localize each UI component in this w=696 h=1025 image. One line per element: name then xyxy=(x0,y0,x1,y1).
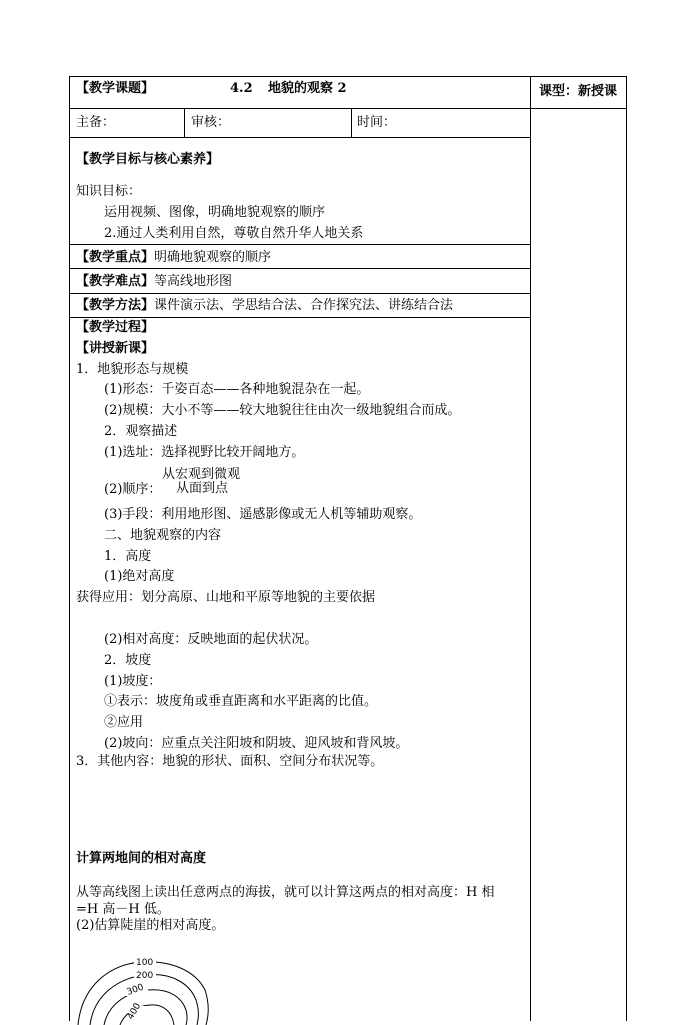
knowledge-label: 知识目标： xyxy=(76,184,142,199)
calc-paragraph-1: 从等高线图上读出任意两点的海拔，就可以计算这两点的相对高度：H 相 xyxy=(76,885,495,900)
process-line: 从宏观到微观 xyxy=(162,467,241,482)
table-divider-meta-1 xyxy=(184,108,185,138)
table-divider-meta-2 xyxy=(351,108,352,138)
table-border-top xyxy=(69,76,627,77)
method-label: 【教学方法】 xyxy=(76,298,155,313)
process-line: 2．观察描述 xyxy=(104,424,178,439)
key-point-label: 【教学重点】 xyxy=(76,250,155,265)
table-rule-row1 xyxy=(69,108,627,109)
table-divider-type-col xyxy=(530,76,531,1021)
difficulty-label: 【教学难点】 xyxy=(76,274,155,289)
goal-item-2: 2.通过人类利用自然，尊敬自然升华人地关系 xyxy=(104,226,364,241)
contour-label-200: 200 xyxy=(136,971,154,981)
method xyxy=(76,298,453,314)
new-lesson-heading: 【讲授新课】 xyxy=(76,341,155,356)
table-rule-keypoint xyxy=(69,268,531,269)
goal-item-1: 运用视频、图像，明确地貌观察的顺序 xyxy=(104,205,326,220)
time-label: 时间： xyxy=(357,115,397,130)
table-rule-method xyxy=(69,317,531,318)
process-line: (1)选址：选择视野比较开阔地方。 xyxy=(104,445,305,460)
contour-label-100: 100 xyxy=(136,958,154,968)
calc-paragraph-2: =H 高－H 低。 xyxy=(76,902,170,917)
contour-label-400: 400 xyxy=(125,1001,144,1022)
process-line: (2)相对高度：反映地面的起伏状况。 xyxy=(104,632,318,647)
key-point-text: 明确地貌观察的顺序 xyxy=(154,250,272,265)
process-line: 获得应用：划分高原、山地和平原等地貌的主要依据 xyxy=(76,590,376,605)
table-rule-row2 xyxy=(69,137,531,138)
process-line: (2)顺序： xyxy=(104,482,162,497)
table-rule-goals xyxy=(69,244,531,245)
process-line: ①表示：坡度角或垂直距离和水平距离的比值。 xyxy=(104,694,378,709)
process-line: 二、地貌观察的内容 xyxy=(104,528,222,543)
method-text: 课件演示法、学思结合法、合作探究法、讲练结合法 xyxy=(154,298,454,313)
calc-paragraph-3: (2)估算陡崖的相对高度。 xyxy=(76,918,225,933)
process-line: (3)手段：利用地形图、遥感影像或无人机等辅助观察。 xyxy=(104,507,422,522)
lesson-number: 4.2 xyxy=(230,81,253,96)
key-point xyxy=(76,250,271,266)
process-line: (1)形态：千姿百态——各种地貌混杂在一起。 xyxy=(104,382,370,397)
process-line: (2)规模：大小不等——较大地貌往往由次一级地貌组合而成。 xyxy=(104,403,461,418)
process-line: 1．高度 xyxy=(104,549,152,564)
lesson-type: 课型：新授课 xyxy=(539,84,618,99)
process-line: (1)坡度： xyxy=(104,674,162,689)
calc-heading: 计算两地间的相对高度 xyxy=(76,851,207,866)
contour-label-300: 300 xyxy=(125,982,146,998)
process-line: (2)坡向：应重点关注阳坡和阴坡、迎风坡和背风坡。 xyxy=(104,736,409,751)
reviewer-label: 审核： xyxy=(191,115,231,130)
process-line: (1)绝对高度 xyxy=(104,569,175,584)
difficulty-text: 等高线地形图 xyxy=(154,274,233,289)
process-line: 3．其他内容：地貌的形状、面积、空间分布状况等。 xyxy=(76,754,384,769)
process-line: 从面到点 xyxy=(176,481,229,496)
table-border-right xyxy=(626,76,627,1021)
table-rule-difficulty xyxy=(69,293,531,294)
process-heading: 【教学过程】 xyxy=(76,320,155,335)
contour-map xyxy=(70,950,210,1025)
process-line: 1．地貌形态与规模 xyxy=(76,362,189,377)
difficulty xyxy=(76,274,232,290)
lesson-title-label: 【教学课题】 xyxy=(76,81,155,96)
table-border-left xyxy=(69,76,70,1021)
process-line: 2．坡度 xyxy=(104,653,152,668)
lesson-title: 地貌的观察 2 xyxy=(268,81,347,96)
goals-heading: 【教学目标与核心素养】 xyxy=(76,152,220,167)
process-line: ②应用 xyxy=(104,715,144,730)
preparer-label: 主备： xyxy=(76,115,116,130)
